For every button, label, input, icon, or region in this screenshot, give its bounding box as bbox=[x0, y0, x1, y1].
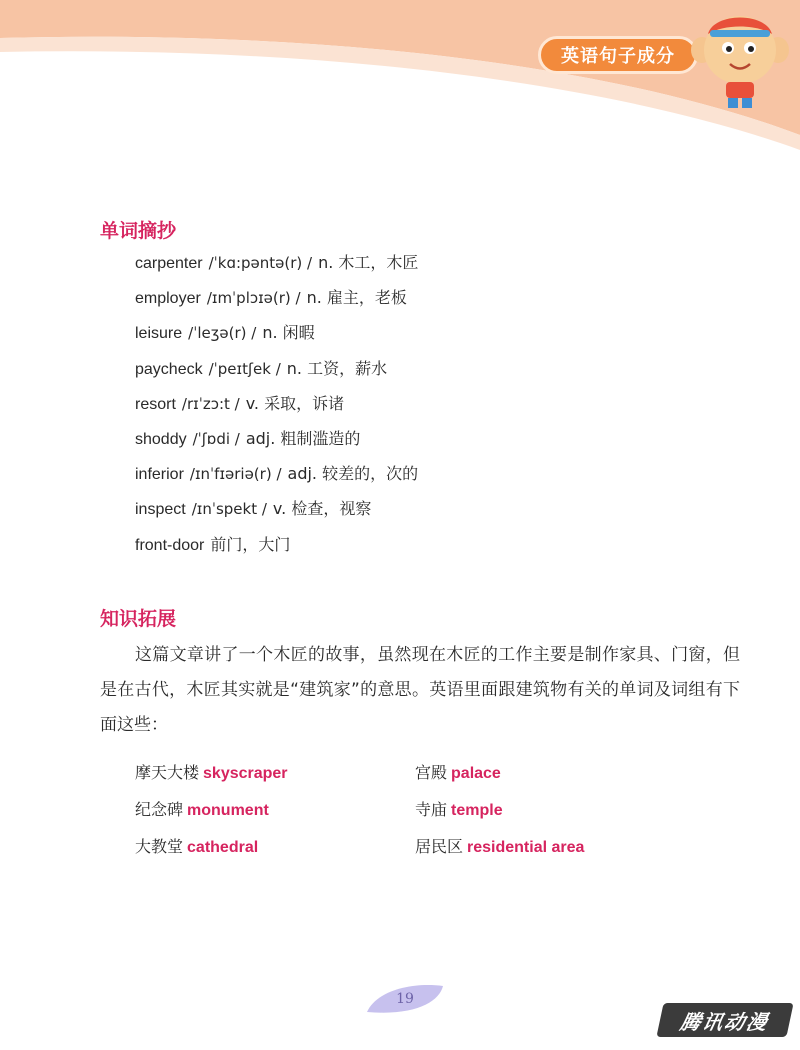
word-pair-english: cathedral bbox=[187, 839, 259, 856]
word-pair-chinese: 摩天大楼 bbox=[135, 763, 200, 782]
vocab-word: shoddy bbox=[135, 430, 187, 448]
vocab-phonetic: /ɪnˈspekt / bbox=[191, 500, 267, 519]
vocab-item bbox=[135, 389, 418, 424]
vocab-word: leisure bbox=[135, 325, 183, 343]
vocab-section-title: 单词摘抄 bbox=[100, 220, 177, 242]
word-pair bbox=[135, 758, 415, 795]
word-pair bbox=[415, 832, 695, 869]
word-pair-english: temple bbox=[451, 802, 503, 819]
vocab-word: resort bbox=[135, 395, 176, 413]
watermark-text: 腾讯动漫 bbox=[678, 1009, 772, 1034]
word-pair-row bbox=[135, 795, 735, 832]
page-number: 19 bbox=[396, 991, 414, 1007]
vocab-definition: v. 检查，视察 bbox=[272, 499, 372, 519]
building-word-list bbox=[135, 758, 735, 869]
word-pair bbox=[415, 758, 695, 795]
page-number-badge bbox=[365, 982, 445, 1016]
word-pair-english: palace bbox=[451, 765, 501, 782]
extension-paragraph: 这篇文章讲了一个木匠的故事，虽然现在木匠的工作主要是制作家具、门窗，但是在古代，木匠其实就是“建筑家”的意思。英语里面跟建筑物有关的单词及词组有下面这些： bbox=[100, 645, 740, 735]
vocab-word: paycheck bbox=[135, 360, 203, 378]
vocab-item bbox=[135, 354, 418, 389]
extension-section-title: 知识拓展 bbox=[100, 608, 177, 630]
vocab-item bbox=[135, 494, 418, 529]
word-pair-chinese: 宫殿 bbox=[415, 763, 448, 782]
vocab-phonetic: /ˈkɑ:pəntə(r) / bbox=[208, 254, 313, 272]
word-pair bbox=[135, 832, 415, 869]
word-pair-chinese: 居民区 bbox=[415, 837, 464, 856]
vocab-word: employer bbox=[135, 290, 201, 308]
word-pair bbox=[135, 795, 415, 832]
vocab-phonetic: /ˈʃɒdi / bbox=[192, 429, 240, 448]
chapter-badge-label: 英语句子成分 bbox=[561, 46, 675, 67]
vocab-item bbox=[135, 459, 418, 494]
vocab-item bbox=[135, 318, 418, 353]
vocab-definition: n. 木工，木匠 bbox=[318, 253, 419, 272]
vocab-definition: adj. 粗制滥造的 bbox=[245, 428, 361, 448]
word-pair-english: residential area bbox=[467, 839, 585, 856]
word-pair-row bbox=[135, 832, 735, 869]
word-pair-chinese: 纪念碑 bbox=[135, 800, 184, 819]
word-pair-row bbox=[135, 758, 735, 795]
vocab-phonetic: /ˈleʒə(r) / bbox=[188, 324, 257, 343]
vocab-definition: n. 闲暇 bbox=[262, 323, 315, 343]
vocab-item bbox=[135, 283, 418, 318]
vocab-item bbox=[135, 530, 418, 565]
word-pair-english: monument bbox=[187, 802, 269, 819]
word-pair-english: skyscraper bbox=[203, 765, 288, 782]
vocab-word: front-door bbox=[135, 536, 205, 554]
chapter-badge bbox=[538, 36, 698, 74]
vocab-item bbox=[135, 248, 418, 283]
vocab-definition: 前门，大门 bbox=[210, 534, 291, 554]
vocab-list bbox=[135, 248, 418, 565]
vocab-phonetic: /ɪnˈfɪəriə(r) / bbox=[189, 465, 282, 484]
vocab-phonetic: /rɪˈzɔ:t / bbox=[181, 394, 240, 413]
vocab-item bbox=[135, 424, 418, 459]
header-background bbox=[0, 0, 800, 170]
word-pair-chinese: 大教堂 bbox=[135, 837, 184, 856]
vocab-definition: v. 采取，诉诸 bbox=[245, 393, 345, 413]
vocab-word: inspect bbox=[135, 501, 186, 519]
vocab-word: carpenter bbox=[135, 255, 203, 272]
vocab-phonetic: /ˈpeɪtʃek / bbox=[208, 359, 281, 378]
word-pair bbox=[415, 795, 695, 832]
vocab-phonetic: /ɪmˈplɔɪə(r) / bbox=[206, 289, 301, 308]
vocab-definition: adj. 较差的，次的 bbox=[287, 464, 419, 484]
watermark-logo bbox=[656, 1003, 793, 1037]
mascot-icon bbox=[690, 8, 790, 113]
vocab-definition: n. 雇主，老板 bbox=[306, 288, 407, 308]
vocab-word: inferior bbox=[135, 466, 184, 484]
vocab-definition: n. 工资，薪水 bbox=[286, 358, 388, 378]
word-pair-chinese: 寺庙 bbox=[415, 800, 448, 819]
